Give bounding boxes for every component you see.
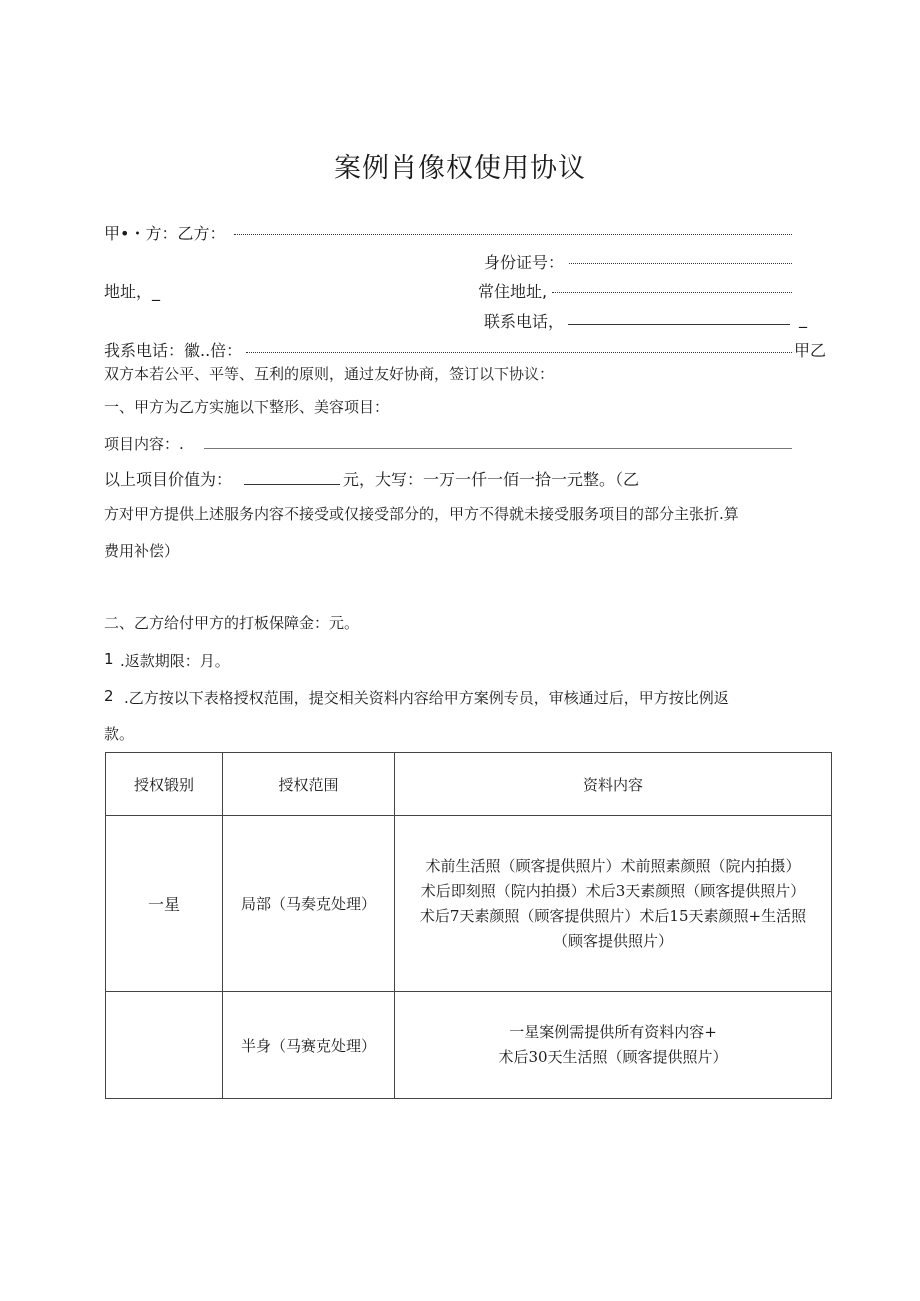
item2-continuation: 款。 (104, 725, 135, 743)
residence-fill-line[interactable] (552, 292, 792, 293)
section2-heading: 二、乙方给付甲方的打板保障金：元。 (104, 614, 360, 632)
row2-content (395, 992, 832, 1099)
item1-number: 1 (104, 650, 114, 668)
our-phone-fill-line[interactable] (246, 352, 792, 353)
row1-scope: 局部（马奏克处理） (223, 816, 395, 992)
project-content-fill-line[interactable] (204, 448, 792, 449)
contact-phone-label: 联系电话， (484, 312, 565, 331)
address-label: 地址，_ (104, 282, 161, 301)
row2-content-line: 一星案例需提供所有资料内容+ (509, 1023, 717, 1041)
item2-text: .乙方按以下表格授权范围，提交相关资料内容给甲方案例专员，审核通过后，甲方按比例返 (124, 689, 729, 707)
row1-content-line: 术前生活照（顾客提供照片）术前照素颜照（院内拍摄） (425, 856, 801, 875)
authorization-table (105, 752, 832, 1099)
id-number-label: 身份证号： (484, 253, 565, 272)
project-value-label: 以上项目价值为： (104, 470, 233, 489)
id-number-fill-line[interactable] (569, 263, 792, 264)
residence-label: 常住地址, (478, 282, 548, 301)
row1-level: 一星 (106, 816, 223, 992)
row2-level (106, 992, 223, 1099)
intro-paragraph: 双方本若公平、平等、互利的原则，通过友好协商，签订以下协议： (104, 365, 555, 383)
project-content-label: 项目内容：. (104, 435, 184, 453)
row2-scope: 半身（马赛克处理） (223, 992, 395, 1099)
section1-paragraph-line2: 费用补偿） (104, 542, 180, 560)
project-value-tail: 元，大写：一万一仟一佰一拾一元整。（乙 (343, 470, 640, 489)
header-scope: 授权范围 (223, 753, 395, 816)
document-title: 案例肖像权使用协议 (334, 153, 586, 184)
contact-phone-fill-line[interactable] (568, 324, 790, 325)
item1-text: .返款期限：月。 (120, 652, 230, 670)
row2-content-line: 术后30天生活照（顾客提供照片） (498, 1048, 728, 1066)
our-phone-label: 我系电话：徽..倍： (104, 341, 243, 360)
contact-phone-suffix: _ (799, 309, 807, 328)
party-fill-line[interactable] (234, 234, 792, 235)
header-level: 授权锻别 (106, 753, 223, 816)
section1-paragraph-line1: 方对甲方提供上述服务内容不接受或仅接受部分的，甲方不得就未接受服务项目的部分主张折.算 (104, 505, 739, 523)
row1-content (395, 816, 832, 992)
party-a-b-label: 甲•・方：乙方： (104, 224, 226, 243)
project-value-fill-line[interactable] (244, 484, 340, 485)
table-row (106, 992, 832, 1099)
party-ab-label: 甲乙 (794, 341, 827, 360)
item2-number: 2 (104, 687, 114, 705)
section1-heading: 一、甲方为乙方实施以下整形、美容项目： (104, 398, 390, 416)
row1-content-line: （顾客提供照片） (552, 931, 673, 950)
table-header-row (106, 753, 832, 816)
row1-content-line: 术后即刻照（院内拍摄）术后3天素颜照（顾客提供照片） (420, 881, 806, 900)
row1-content-line: 术后7天素颜照（顾客提供照片）术后15天素颜照+生活照 (419, 906, 807, 925)
header-content: 资料内容 (395, 753, 832, 816)
table-row (106, 816, 832, 992)
